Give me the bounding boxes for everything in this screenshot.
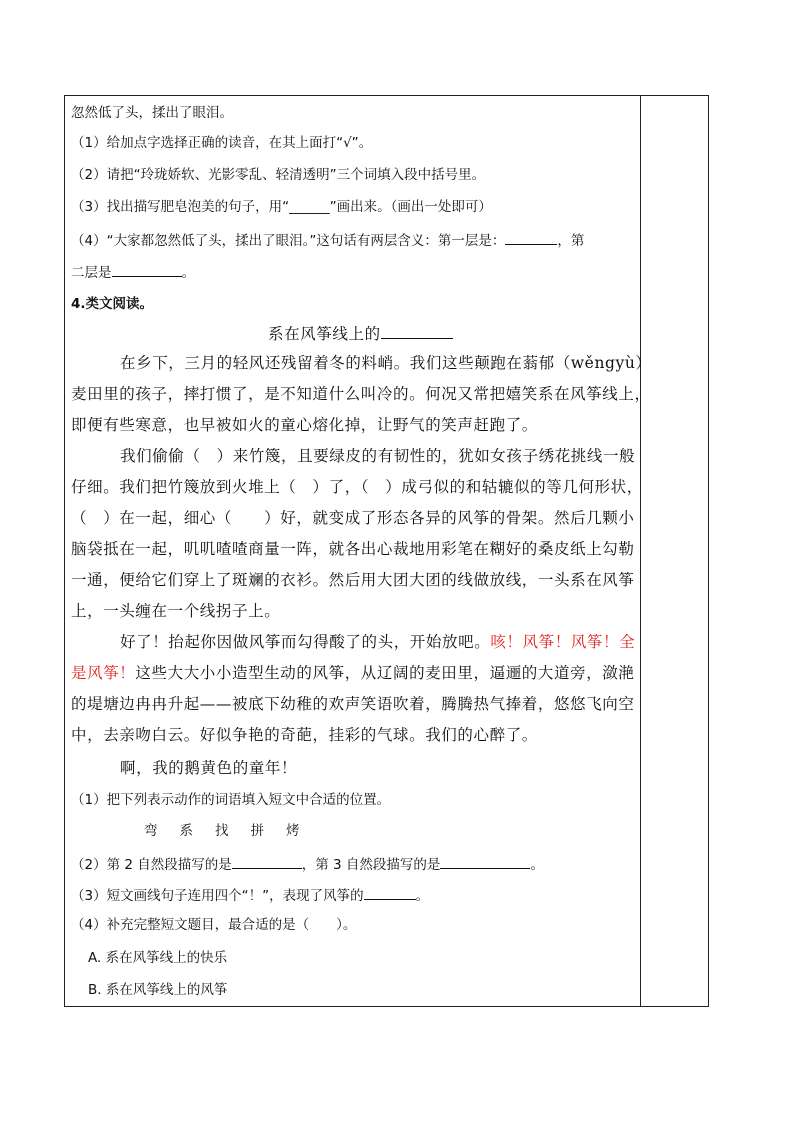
section-heading: 4.类文阅读。 [71,296,154,312]
column-divider [640,95,641,1007]
prev-question-4-text: （4）“大家都忽然低了头，揉出了眼泪。”这句话有两层含义：第一层是： [71,233,506,249]
passage-p4: 啊，我的鹅黄色的童年！ [120,759,298,777]
passage-p2-line2: 仔细。我们把竹篾放到火堆上（ ）了，（ ）成弓似的和轱辘似的等几何形状， [71,478,643,496]
prev-question-4 [71,230,584,250]
question-3-text: （3）短文画线句子连用四个“！”，表现了风筝的 [71,888,364,904]
word-bank-item: 烤 [286,823,300,839]
word-bank-item: 系 [179,823,193,839]
prev-question-2: （2）请把“玲珑娇软、光影零乱、轻清透明”三个词填入段中括号里。 [71,167,486,183]
passage-p3-line1-text: 好了！抬起你因做风筝而勾得酸了的头，开始放吧。 [120,633,491,651]
passage-p1-line3: 即便有些寒意，也早被如火的童心熔化掉，让野气的笑声赶跑了。 [71,416,538,434]
prev-question-4-continued [71,262,195,282]
prev-question-1: （1）给加点字选择正确的读音，在其上面打“√”。 [71,135,373,151]
word-bank-item: 拼 [250,823,264,839]
question-3-end: 。 [415,888,430,904]
passage-p3-line3: 的堤塘边冉冉升起——被底下幼稚的欢声笑语吹着，腾腾热气捧着，悠悠飞向空 [71,695,635,713]
prev-question-4-text-end: ，第 [557,233,585,249]
answer-blank[interactable] [232,854,302,869]
underlined-sentence: 咳！风筝！风筝！全 [490,633,636,651]
passage-title-text: 系在风筝线上的 [268,325,381,343]
underlined-sentence-end: 是风筝！ [71,664,136,682]
passage-p1-line1: 在乡下，三月的轻风还残留着冬的料峭。我们这些颠跑在蓊郁（wěngyù） [120,354,652,372]
passage-p3-line1 [120,632,635,652]
question-2-part-c: 。 [530,857,544,873]
passage-p3-line2-text: 这些大大小小造型生动的风筝，从辽阔的麦田里，逼逦的大道旁，潋滟 [135,664,635,682]
word-bank-item: 找 [215,823,229,839]
answer-blank[interactable] [112,262,182,277]
prev-question-3-after: ”画出来。（画出一处即可） [329,199,492,215]
question-3 [71,885,429,905]
prev-question-3-blank: ______ [289,199,330,215]
passage-p2-line3: （ ）在一起，细心（ ）好，就变成了形态各异的风筝的骨架。然后几颗小 [71,509,635,527]
prev-question-4-line2: 二层是 [71,265,112,281]
passage-p2-line5: 一通，便给它们穿上了斑斓的衣衫。然后用大团大团的线做放线，一头系在风筝 [71,571,635,589]
question-2-part-a: （2）第 2 自然段描写的是 [71,857,232,873]
passage-p2-line6: 上，一头缠在一个线拐子上。 [71,602,281,620]
passage-p1-line2: 麦田里的孩子，摔打惯了，是不知道什么叫冷的。何况又常把嬉笑系在风筝线上， [71,385,651,403]
passage-p2-line1: 我们偷偷（ ）来竹篾，且要绿皮的有韧性的，犹如女孩子绣花挑线一般 [120,447,636,465]
title-blank[interactable] [381,324,453,339]
prev-question-3-before: （3）找出描写肥皂泡美的句子，用“ [71,199,290,215]
answer-blank[interactable] [440,854,530,869]
previous-passage-ending: 忽然低了头，揉出了眼泪。 [71,105,233,121]
answer-blank[interactable] [364,885,416,900]
passage-p3-line2 [71,663,635,683]
question-2-part-b: ，第 3 自然段描写的是 [301,857,441,873]
option-a[interactable]: A. 系在风筝线上的快乐 [88,950,228,966]
question-2 [71,854,544,874]
prev-question-3 [71,198,492,216]
passage-p3-line4: 中，去亲吻白云。好似争艳的奇葩，挂彩的气球。我们的心醉了。 [71,726,538,744]
passage-p2-line4: 脑袋抵在一起，叽叽喳喳商量一阵，就各出心裁地用彩笔在糊好的桑皮纸上勾勒 [71,540,635,558]
answer-blank[interactable] [505,230,557,245]
passage-title [268,324,453,344]
word-bank-item: 弯 [144,823,158,839]
option-b[interactable]: B. 系在风筝线上的风筝 [88,982,228,998]
question-1: （1）把下列表示动作的词语填入短文中合适的位置。 [71,792,391,808]
question-4: （4）补充完整短文题目，最合适的是（ ）。 [71,917,357,933]
prev-question-4-line2-end: 。 [181,265,195,281]
word-bank [144,822,322,840]
